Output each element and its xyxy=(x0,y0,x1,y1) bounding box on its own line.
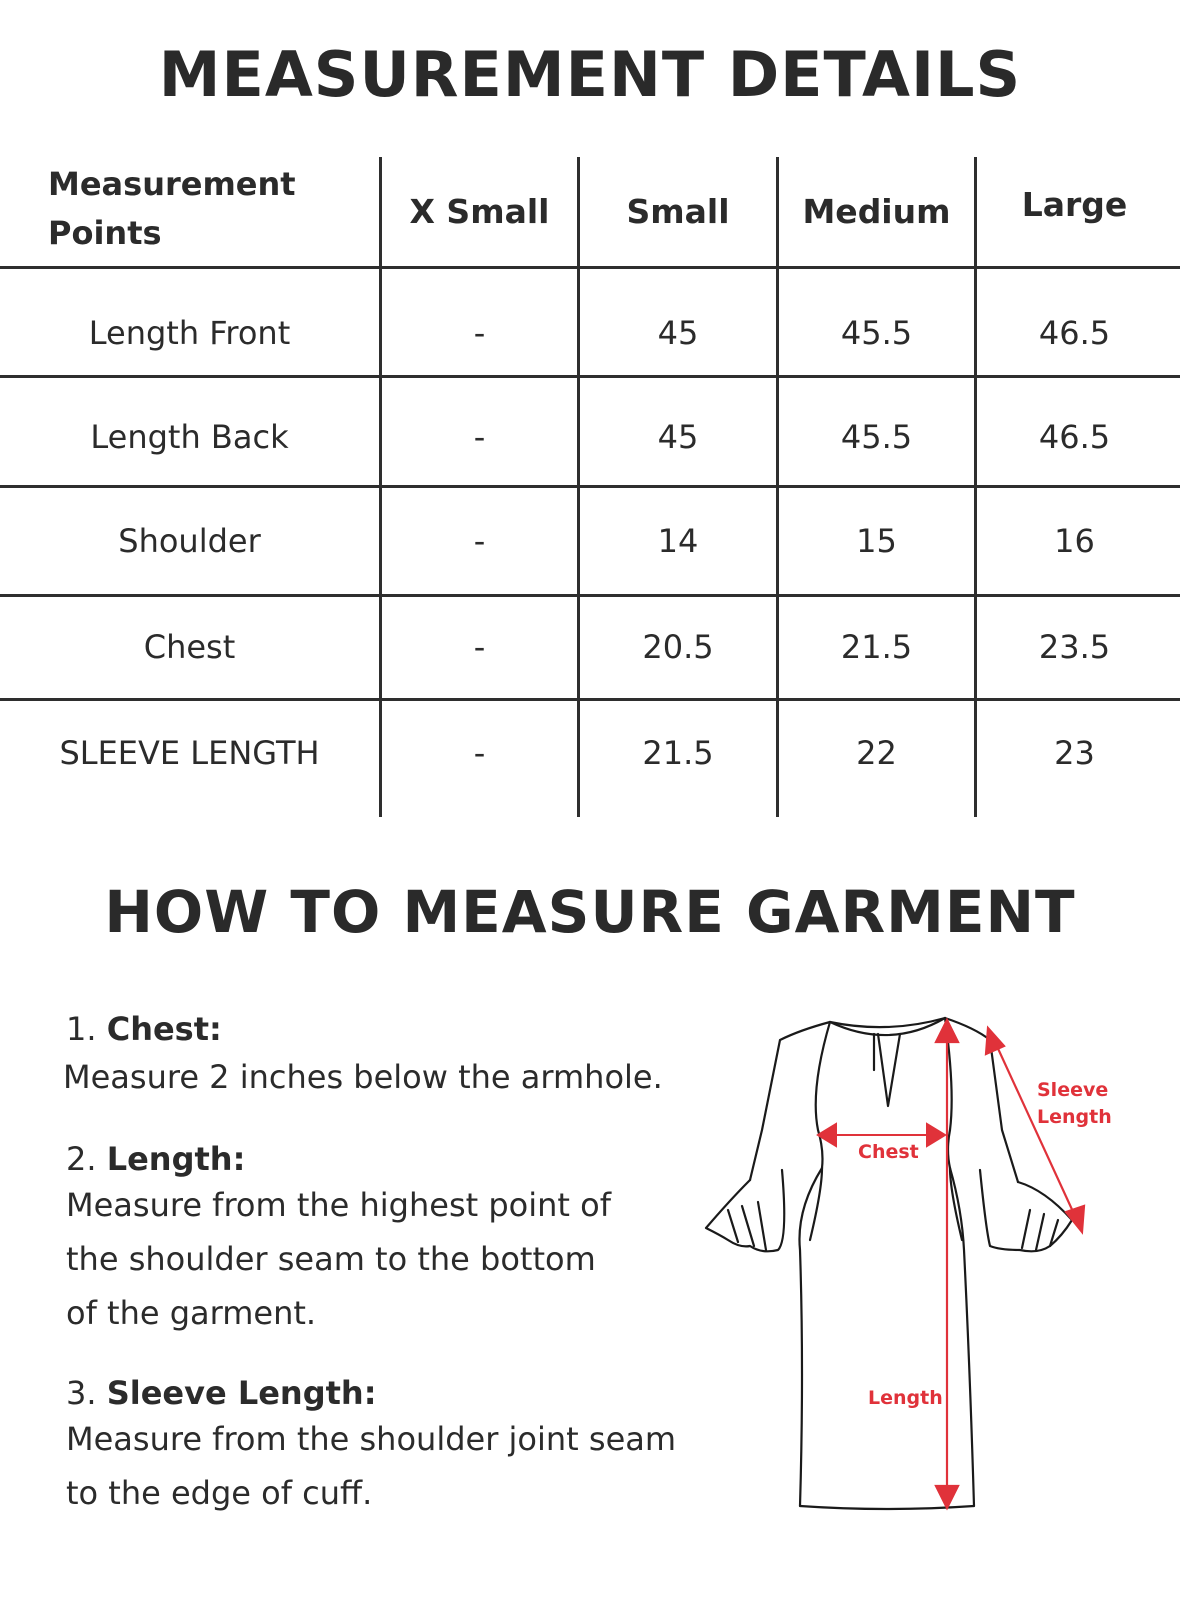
table-cell: 21.5 xyxy=(840,627,913,666)
table-cell: 45.5 xyxy=(840,313,913,352)
table-cell: - xyxy=(473,417,486,456)
row-label-sleeve-length: SLEEVE LENGTH xyxy=(59,733,320,772)
table-cell: 45.5 xyxy=(840,417,913,456)
step-text: the shoulder seam to the bottom xyxy=(66,1240,596,1278)
table-cell: 45 xyxy=(657,417,699,456)
header-size-small: Small xyxy=(626,192,730,231)
table-cell: - xyxy=(473,627,486,666)
step-chest xyxy=(63,1010,663,1104)
row-label-length-front: Length Front xyxy=(88,313,291,352)
table-cell: 23.5 xyxy=(1038,627,1111,666)
table-cell: - xyxy=(473,313,486,352)
step-number: 2. xyxy=(66,1140,97,1178)
step-text: Measure from the highest point of xyxy=(66,1186,611,1224)
table-cell: 22 xyxy=(856,733,897,772)
garment-diagram xyxy=(700,1010,1120,1520)
table-cell: - xyxy=(473,733,486,772)
header-size-medium: Medium xyxy=(802,192,951,231)
sleeve-length-arrow xyxy=(986,1028,1084,1232)
step-length xyxy=(66,1140,611,1340)
step-heading xyxy=(66,1140,611,1178)
step-text: of the garment. xyxy=(66,1294,317,1332)
table-cell: 46.5 xyxy=(1038,313,1111,352)
sleeve-label-line-1: Sleeve xyxy=(1037,1079,1109,1101)
chest-label: Chest xyxy=(858,1141,919,1163)
length-arrow xyxy=(936,1020,958,1508)
step-number: 1. xyxy=(66,1010,97,1048)
section-title-how-to-measure: HOW TO MEASURE GARMENT xyxy=(104,878,1076,946)
table-cell: 45 xyxy=(657,313,699,352)
header-size-large: Large xyxy=(1021,185,1128,224)
row-label-chest: Chest xyxy=(143,627,236,666)
step-sleeve-length xyxy=(66,1374,676,1520)
length-label: Length xyxy=(868,1387,943,1409)
step-heading xyxy=(66,1374,676,1412)
step-number: 3. xyxy=(66,1374,97,1412)
step-name: Length: xyxy=(106,1140,246,1178)
step-text: Measure from the shoulder joint seam xyxy=(66,1420,677,1458)
row-label-shoulder: Shoulder xyxy=(118,522,261,560)
table-cell: 20.5 xyxy=(642,627,714,666)
table-cell: 15 xyxy=(856,522,897,560)
table-divider xyxy=(0,266,1180,269)
page-title: MEASUREMENT DETAILS xyxy=(158,38,1022,111)
step-heading xyxy=(66,1010,663,1048)
header-measurement-points: Measurement Points xyxy=(48,165,296,252)
table-cell: 16 xyxy=(1054,522,1095,560)
row-label-length-back: Length Back xyxy=(90,417,289,456)
table-cell: 23 xyxy=(1054,733,1095,772)
sleeve-label-line-2: Length xyxy=(1037,1106,1112,1128)
step-name: Sleeve Length: xyxy=(106,1374,377,1412)
table-cell: 21.5 xyxy=(642,733,714,772)
table-cell: 14 xyxy=(657,522,699,560)
table-cell: 46.5 xyxy=(1038,417,1111,456)
header-size-xsmall: X Small xyxy=(409,192,550,231)
step-name: Chest: xyxy=(106,1010,222,1048)
table-cell: - xyxy=(473,522,486,560)
step-text: Measure 2 inches below the armhole. xyxy=(63,1058,663,1096)
step-text: to the edge of cuff. xyxy=(66,1474,373,1512)
